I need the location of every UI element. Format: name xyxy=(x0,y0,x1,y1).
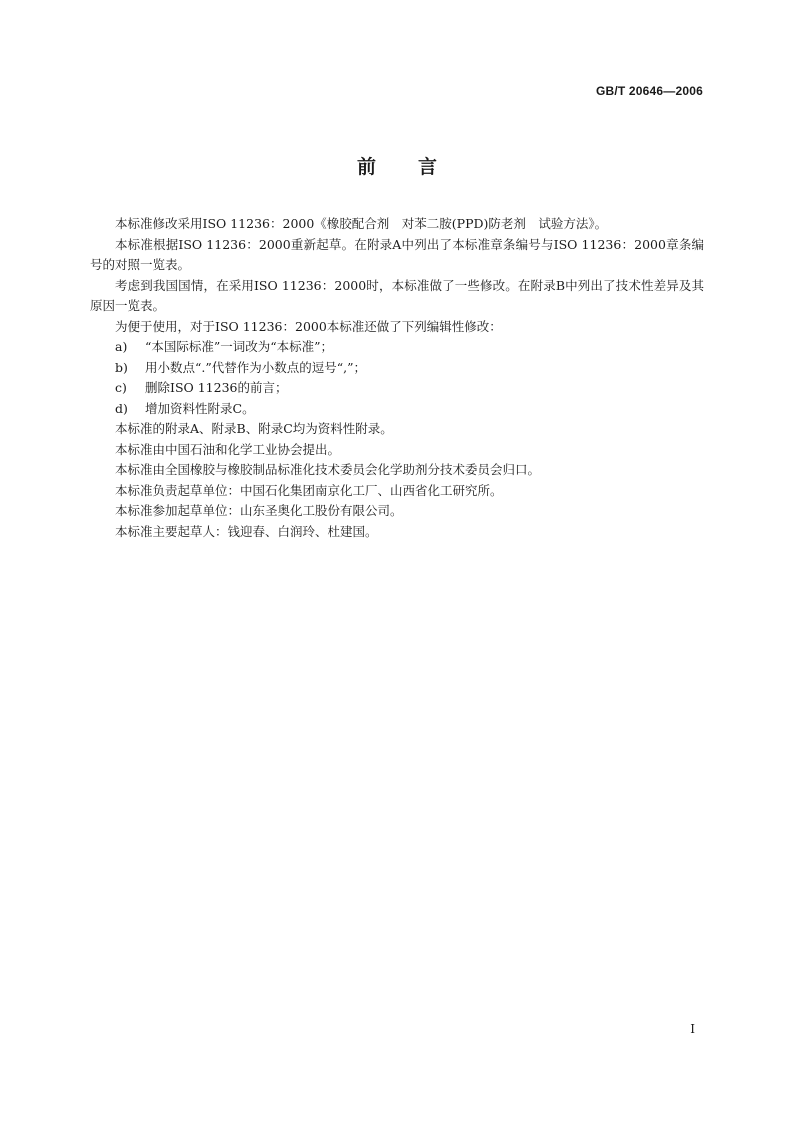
list-item xyxy=(90,337,704,358)
page-number: I xyxy=(690,1022,695,1036)
paragraph: 本标准负责起草单位：中国石化集团南京化工厂、山西省化工研究所。 xyxy=(115,482,503,498)
paragraph: 为便于使用，对于ISO 11236：2000本标准还做了下列编辑性修改： xyxy=(115,318,502,334)
list-item-text: 删除ISO 11236的前言； xyxy=(145,380,288,395)
paragraph: 本标准主要起草人：钱迎春、白润玲、杜建国。 xyxy=(115,523,378,539)
list-item-text: 增加资料性附录C。 xyxy=(145,400,255,416)
paragraph: 本标准根据ISO 11236：2000重新起草。在附录A中列出了本标准章条编号与ISO 11236：2000章条编号的对照一览表。 xyxy=(90,236,704,272)
list-item xyxy=(90,378,704,399)
list-item-text: “本国际标准”一词改为“本标准”； xyxy=(145,339,334,354)
list-marker: c) xyxy=(115,380,127,395)
page-title: 前言 xyxy=(356,156,479,178)
paragraph: 本标准修改采用ISO 11236：2000《橡胶配合剂 对苯二胺(PPD)防老剂 试验方法》。 xyxy=(115,216,608,231)
paragraph: 考虑到我国国情，在采用ISO 11236：2000时，本标准做了一些修改。在附录B中列出了技术性差异及其原因一览表。 xyxy=(90,277,704,313)
paragraph: 本标准参加起草单位：山东圣奥化工股份有限公司。 xyxy=(115,503,403,518)
list-marker: b) xyxy=(115,359,128,375)
foreword-body xyxy=(90,214,704,542)
list-item xyxy=(90,358,704,379)
list-item-text: 用小数点“.”代替作为小数点的逗号“,”； xyxy=(145,359,367,375)
paragraph: 本标准由中国石油和化学工业协会提出。 xyxy=(115,441,341,457)
paragraph: 本标准由全国橡胶与橡胶制品标准化技术委员会化学助剂分技术委员会归口。 xyxy=(115,462,541,477)
paragraph: 本标准的附录A、附录B、附录C均为资料性附录。 xyxy=(115,421,393,436)
standard-code: GB/T 20646—2006 xyxy=(595,84,703,98)
list-marker: a) xyxy=(115,339,128,354)
list-item xyxy=(90,399,704,420)
list-marker: d) xyxy=(115,400,128,416)
